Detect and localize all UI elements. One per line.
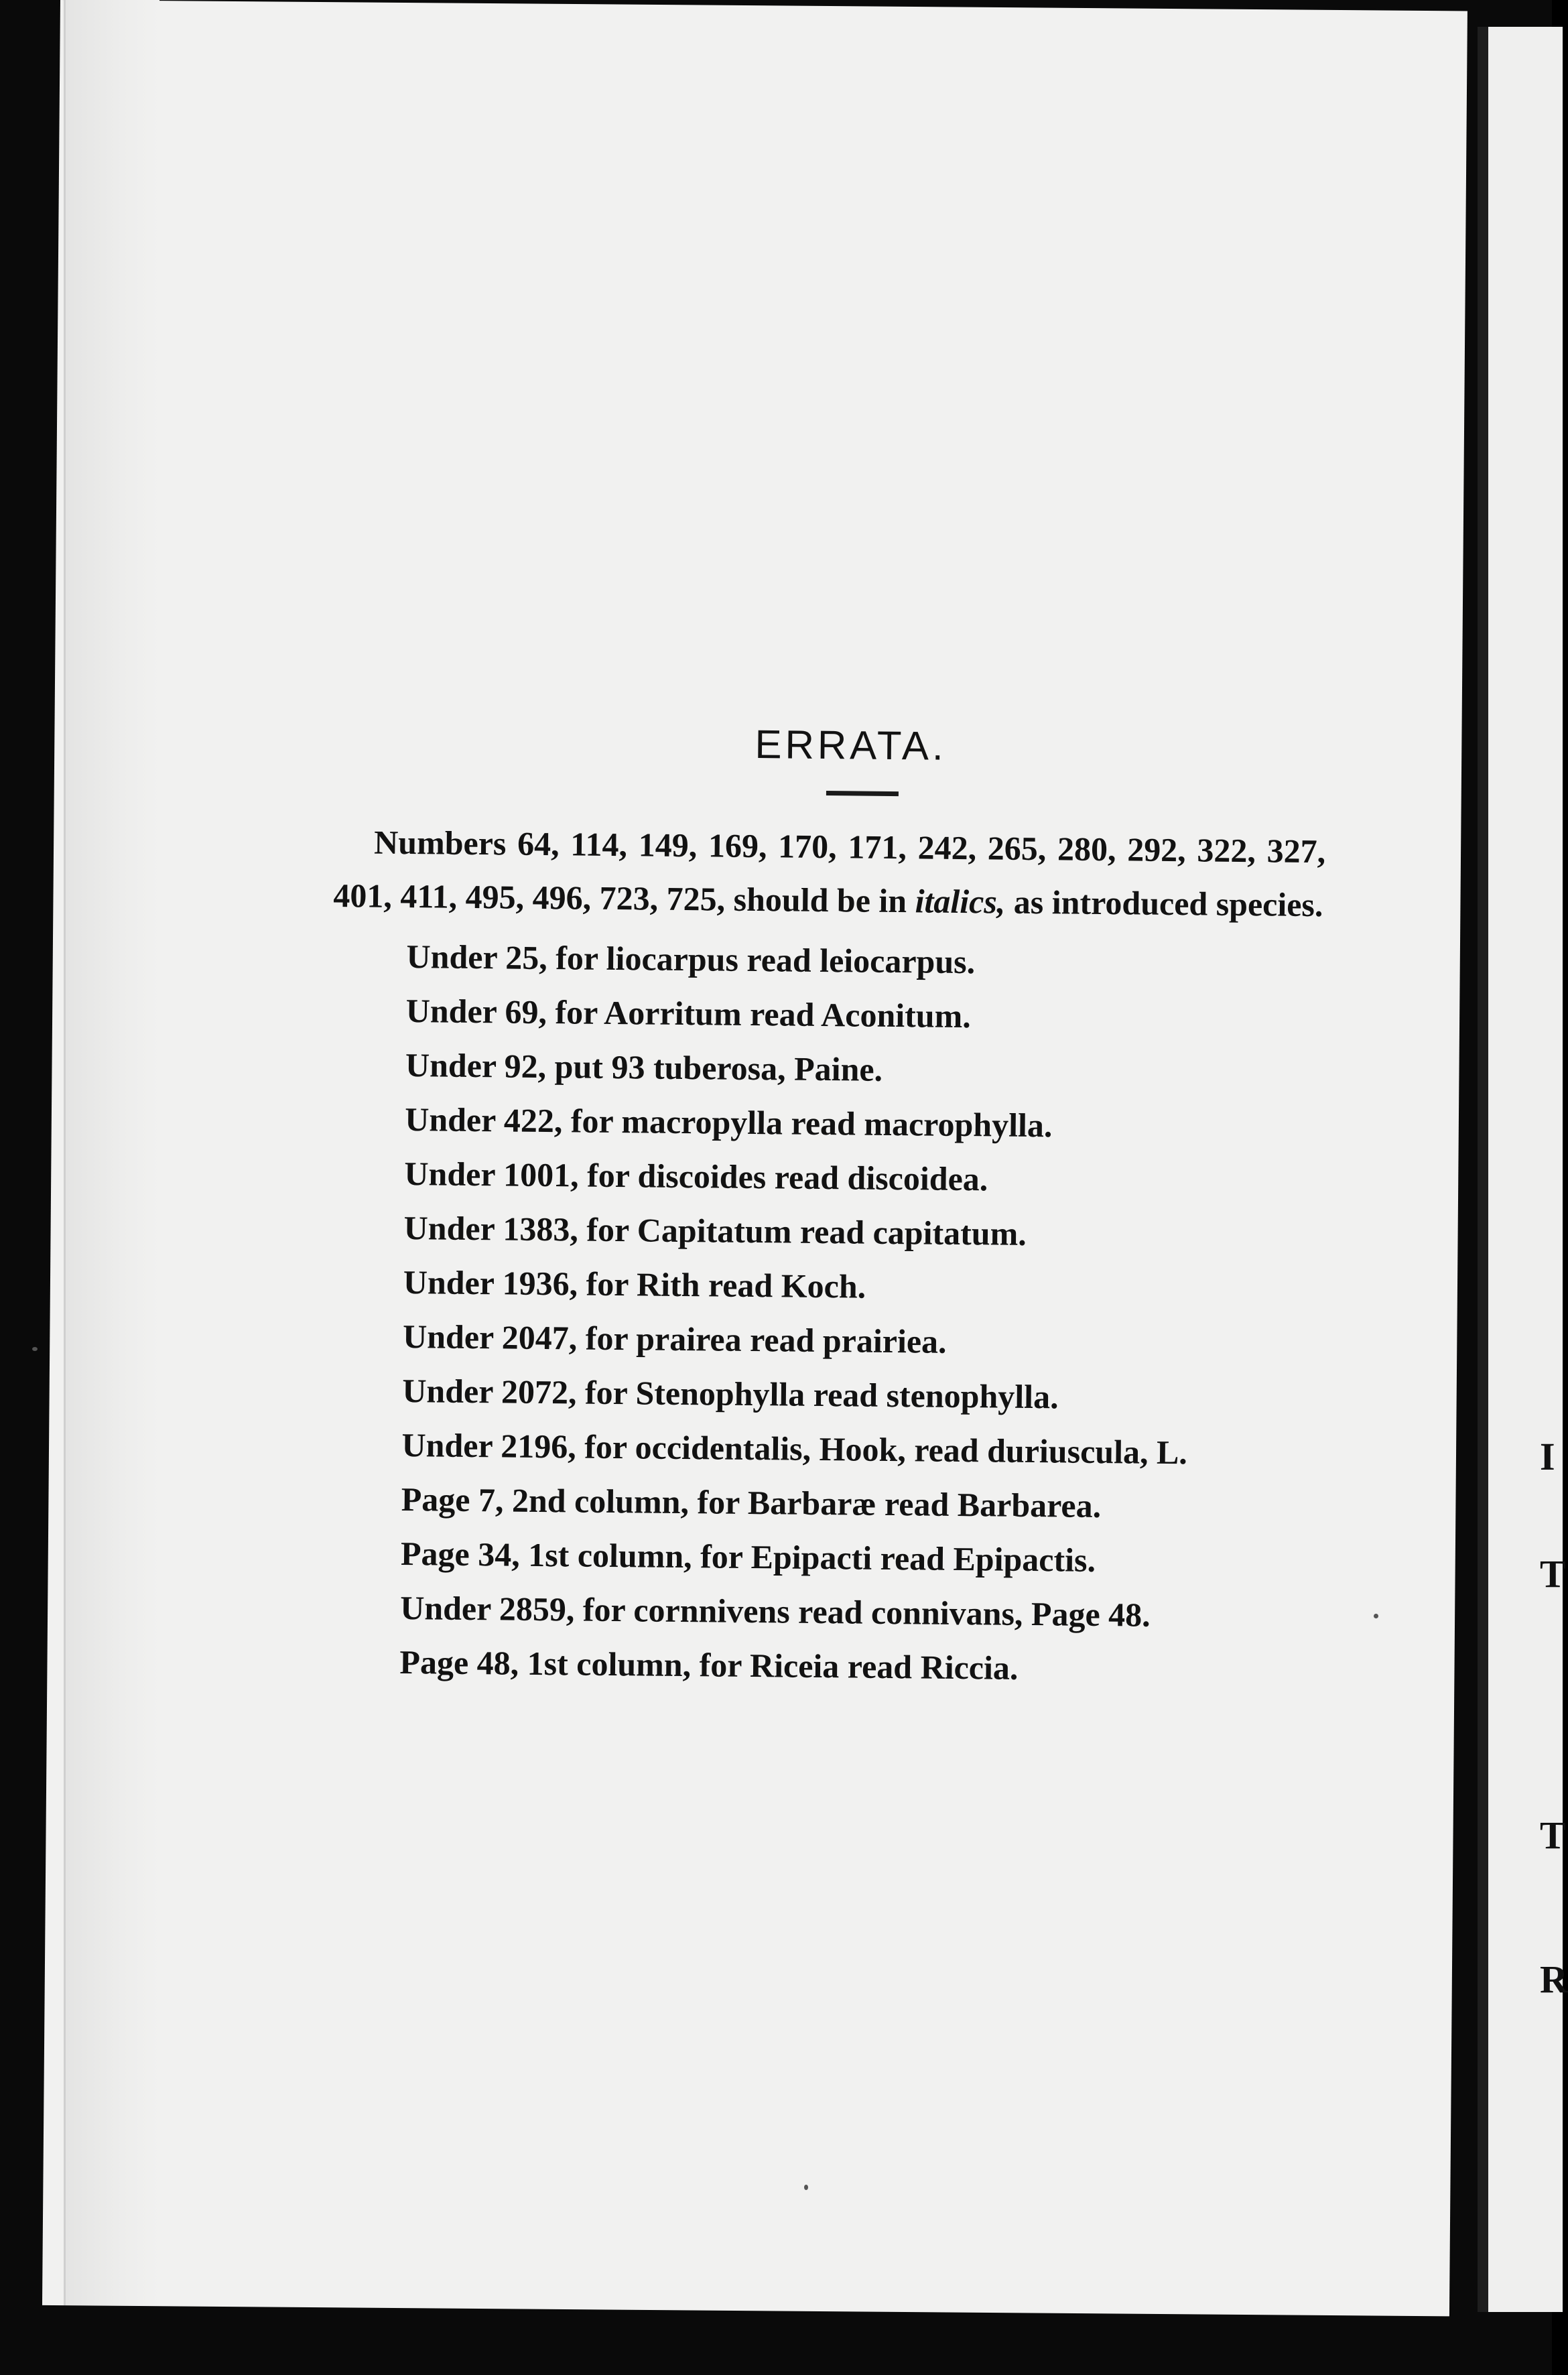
intro-text: Numbers 64, 114, 149, 169, 170, 171, 242, 265, 280, 292, 322, 327, 401, 411, 495, 496, 723, 725, should be in xyxy=(333,823,1326,920)
edge-letter: T xyxy=(1540,1813,1566,1857)
errata-entry: Page 34, 1st column, for Epipacti read Epipactis. xyxy=(400,1534,1096,1579)
errata-entry: Under 92, put 93 tuberosa, Paine. xyxy=(405,1046,883,1088)
errata-entry: Under 1383, for Capitatum read capitatum. xyxy=(403,1209,1027,1253)
errata-entry: Page 7, 2nd column, for Barbaræ read Barbarea. xyxy=(401,1480,1102,1525)
errata-entry: Under 422, for macropylla read macrophylla. xyxy=(404,1100,1053,1145)
intro-text-end: as introduced species. xyxy=(1005,883,1323,924)
errata-content xyxy=(326,717,1327,1698)
errata-entry: Page 48, 1st column, for Riceia read Riccia. xyxy=(399,1643,1019,1687)
errata-entry: Under 2196, for occidentalis, Hook, read duriuscula, L. xyxy=(401,1426,1188,1472)
edge-letter: I xyxy=(1540,1435,1555,1478)
page-title: ERRATA. xyxy=(755,722,948,769)
errata-entry: Under 1936, for Rith read Koch. xyxy=(403,1263,866,1305)
title-rule xyxy=(826,791,899,796)
errata-entry: Under 2859, for cornnivens read connivans, Page 48. xyxy=(399,1588,1151,1634)
errata-entry: Under 69, for Aorritum read Aconitum. xyxy=(405,992,972,1035)
edge-letter: R xyxy=(1540,1957,1568,2001)
scan-speck xyxy=(32,1347,38,1351)
scan-speck xyxy=(1374,1614,1378,1618)
errata-entry: Under 2047, for prairea read prairiea. xyxy=(402,1318,947,1360)
errata-intro xyxy=(333,815,1325,932)
errata-entry: Under 2072, for Stenophylla read stenophylla. xyxy=(402,1372,1059,1416)
scan-speck xyxy=(804,2185,808,2190)
edge-letter: T xyxy=(1540,1552,1566,1596)
errata-entry: Under 25, for liocarpus read leiocarpus. xyxy=(406,938,976,981)
errata-entry: Under 1001, for discoides read discoidea. xyxy=(404,1155,988,1198)
page-fold-shadow xyxy=(64,0,159,2305)
intro-italic: italics, xyxy=(915,882,1006,921)
